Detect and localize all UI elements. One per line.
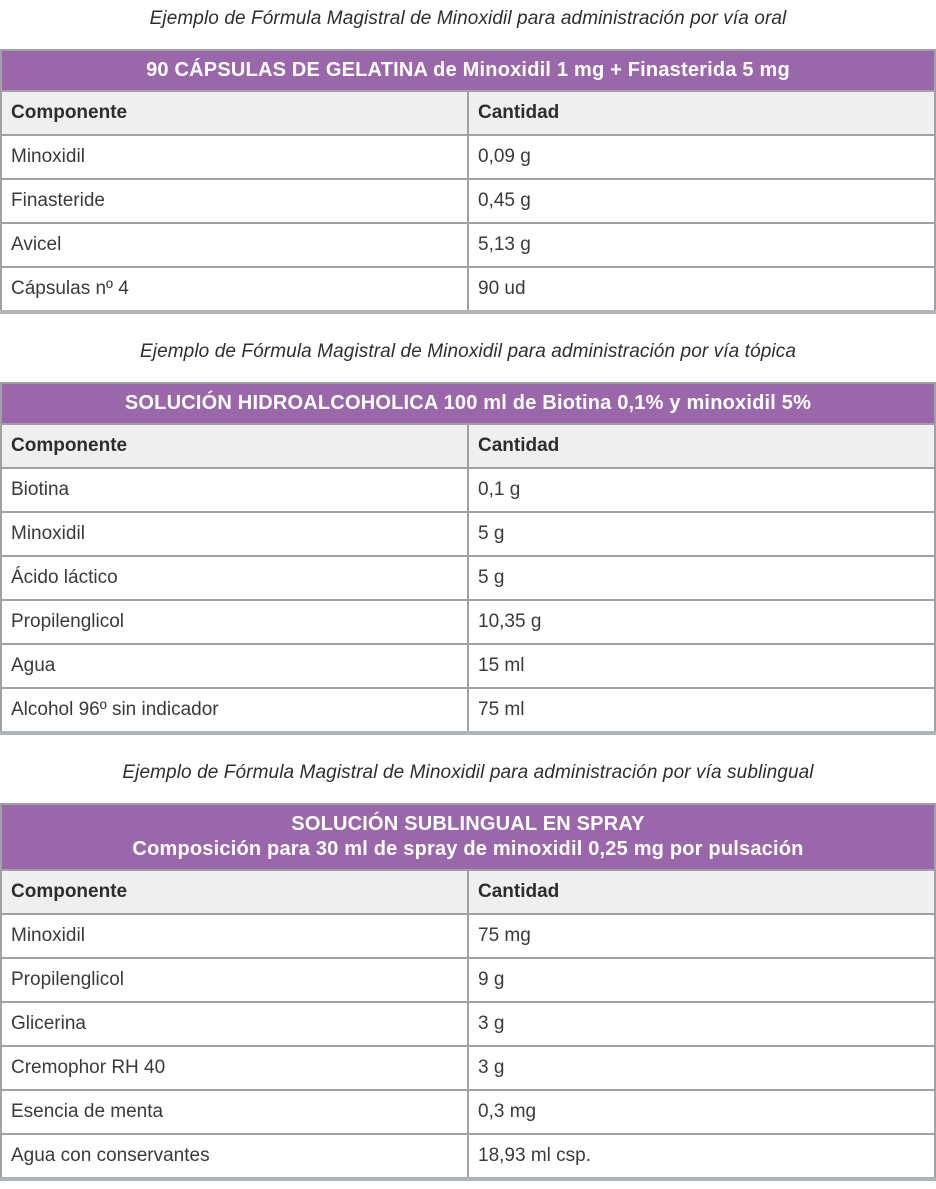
table-row <box>1 556 935 600</box>
table-row <box>1 958 935 1002</box>
quantity-cell: 15 ml <box>468 644 935 688</box>
table-title-bar: 90 CÁPSULAS DE GELATINA de Minoxidil 1 mg + Finasterida 5 mg <box>1 50 935 91</box>
column-header-row <box>1 870 935 914</box>
component-cell: Cápsulas nº 4 <box>1 267 468 312</box>
article-tables-page <box>0 8 936 1189</box>
table-subtitle: Composición para 30 ml de spray de minoxidil 0,25 mg por pulsación <box>132 838 804 860</box>
table-row <box>1 512 935 556</box>
component-cell: Minoxidil <box>1 512 468 556</box>
table-title-bar: SOLUCIÓN HIDROALCOHOLICA 100 ml de Biotina 0,1% y minoxidil 5% <box>1 383 935 424</box>
table-title-row <box>1 383 935 424</box>
table-row <box>1 1134 935 1179</box>
component-cell: Finasteride <box>1 179 468 223</box>
column-header-row <box>1 91 935 135</box>
component-cell: Ácido láctico <box>1 556 468 600</box>
formula-table-sublingual <box>0 803 936 1181</box>
component-cell: Agua <box>1 644 468 688</box>
table-title-row <box>1 50 935 91</box>
quantity-cell: 5 g <box>468 556 935 600</box>
table-row <box>1 135 935 179</box>
quantity-cell: 9 g <box>468 958 935 1002</box>
table-row <box>1 267 935 312</box>
table-title: SOLUCIÓN SUBLINGUAL EN SPRAY <box>291 813 645 835</box>
quantity-cell: 0,1 g <box>468 468 935 512</box>
quantity-cell: 0,45 g <box>468 179 935 223</box>
quantity-cell: 0,3 mg <box>468 1090 935 1134</box>
formula-table-topica <box>0 382 936 735</box>
component-cell: Cremophor RH 40 <box>1 1046 468 1090</box>
quantity-cell: 75 mg <box>468 914 935 958</box>
table-title-row <box>1 804 935 870</box>
table-row <box>1 644 935 688</box>
quantity-cell: 5 g <box>468 512 935 556</box>
column-header-cantidad: Cantidad <box>468 91 935 135</box>
section-caption: Ejemplo de Fórmula Magistral de Minoxidil para administración por vía oral <box>149 8 787 29</box>
quantity-cell: 5,13 g <box>468 223 935 267</box>
quantity-cell: 0,09 g <box>468 135 935 179</box>
table-title-bar <box>1 804 935 870</box>
table-row <box>1 914 935 958</box>
component-cell: Avicel <box>1 223 468 267</box>
section-caption: Ejemplo de Fórmula Magistral de Minoxidil para administración por vía sublingual <box>122 762 814 783</box>
column-header-componente: Componente <box>1 91 468 135</box>
component-cell: Minoxidil <box>1 135 468 179</box>
column-header-componente: Componente <box>1 424 468 468</box>
table-row <box>1 688 935 733</box>
component-cell: Alcohol 96º sin indicador <box>1 688 468 733</box>
quantity-cell: 18,93 ml csp. <box>468 1134 935 1179</box>
formula-section-sublingual <box>0 762 936 1181</box>
formula-table-oral <box>0 49 936 314</box>
column-header-row <box>1 424 935 468</box>
table-row <box>1 468 935 512</box>
table-row <box>1 1046 935 1090</box>
quantity-cell: 10,35 g <box>468 600 935 644</box>
section-caption: Ejemplo de Fórmula Magistral de Minoxidil para administración por vía tópica <box>139 341 796 362</box>
formula-section-topica <box>0 341 936 735</box>
table-row <box>1 600 935 644</box>
component-cell: Esencia de menta <box>1 1090 468 1134</box>
quantity-cell: 90 ud <box>468 267 935 312</box>
quantity-cell: 75 ml <box>468 688 935 733</box>
component-cell: Propilenglicol <box>1 600 468 644</box>
formula-section-oral <box>0 8 936 314</box>
table-row <box>1 179 935 223</box>
quantity-cell: 3 g <box>468 1002 935 1046</box>
column-header-cantidad: Cantidad <box>468 870 935 914</box>
quantity-cell: 3 g <box>468 1046 935 1090</box>
table-row <box>1 1002 935 1046</box>
table-row <box>1 223 935 267</box>
column-header-cantidad: Cantidad <box>468 424 935 468</box>
component-cell: Glicerina <box>1 1002 468 1046</box>
component-cell: Propilenglicol <box>1 958 468 1002</box>
table-row <box>1 1090 935 1134</box>
component-cell: Biotina <box>1 468 468 512</box>
component-cell: Minoxidil <box>1 914 468 958</box>
column-header-componente: Componente <box>1 870 468 914</box>
component-cell: Agua con conservantes <box>1 1134 468 1179</box>
